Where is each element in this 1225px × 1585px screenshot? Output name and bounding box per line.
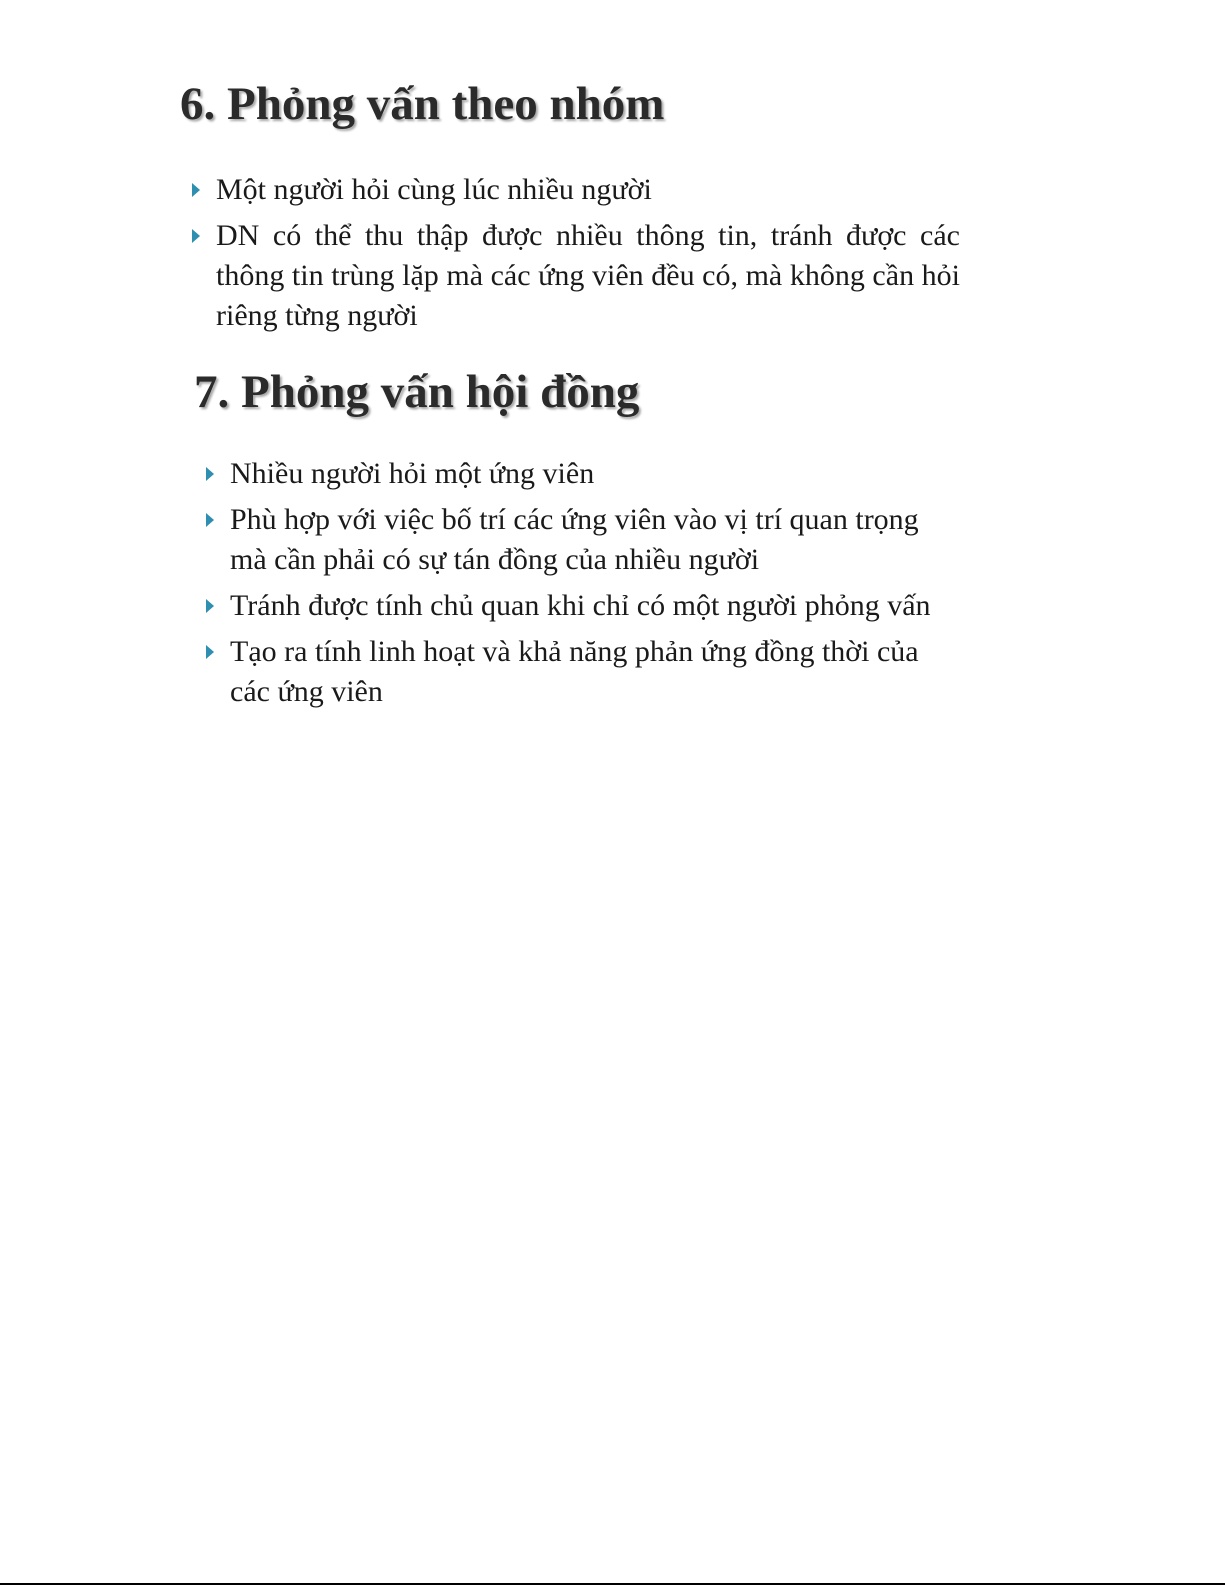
bullet-text: DN có thể thu thập được nhiều thông tin, tránh được các thông tin trùng lặp mà các ứng viên đều có, mà không cần hỏi riêng từng người xyxy=(216,219,960,332)
section-panel-interview xyxy=(194,360,954,718)
bullet-text: Tránh được tính chủ quan khi chỉ có một người phỏng vấn xyxy=(230,589,931,622)
bullet-text: Nhiều người hỏi một ứng viên xyxy=(230,457,595,490)
list-item xyxy=(194,586,954,626)
list-item xyxy=(194,500,954,580)
list-item xyxy=(194,454,954,494)
section-heading: 6. Phỏng vấn theo nhóm xyxy=(180,78,665,130)
bullet-text: Phù hợp với việc bố trí các ứng viên vào vị trí quan trọng mà cần phải có sự tán đồng của nhiều người xyxy=(230,503,919,576)
triangle-right-icon xyxy=(206,645,214,659)
section-heading: 7. Phỏng vấn hội đồng xyxy=(194,366,640,418)
list-item xyxy=(194,632,954,712)
bullet-list xyxy=(180,170,960,336)
triangle-right-icon xyxy=(206,513,214,527)
bullet-text: Tạo ra tính linh hoạt và khả năng phản ứng đồng thời của các ứng viên xyxy=(230,635,919,708)
triangle-right-icon xyxy=(206,467,214,481)
triangle-right-icon xyxy=(192,183,200,197)
bullet-text: Một người hỏi cùng lúc nhiều người xyxy=(216,173,652,206)
triangle-right-icon xyxy=(192,229,200,243)
section-group-interview xyxy=(180,72,960,342)
list-item xyxy=(180,170,960,210)
list-item xyxy=(180,216,960,336)
bullet-list xyxy=(194,454,954,712)
triangle-right-icon xyxy=(206,599,214,613)
